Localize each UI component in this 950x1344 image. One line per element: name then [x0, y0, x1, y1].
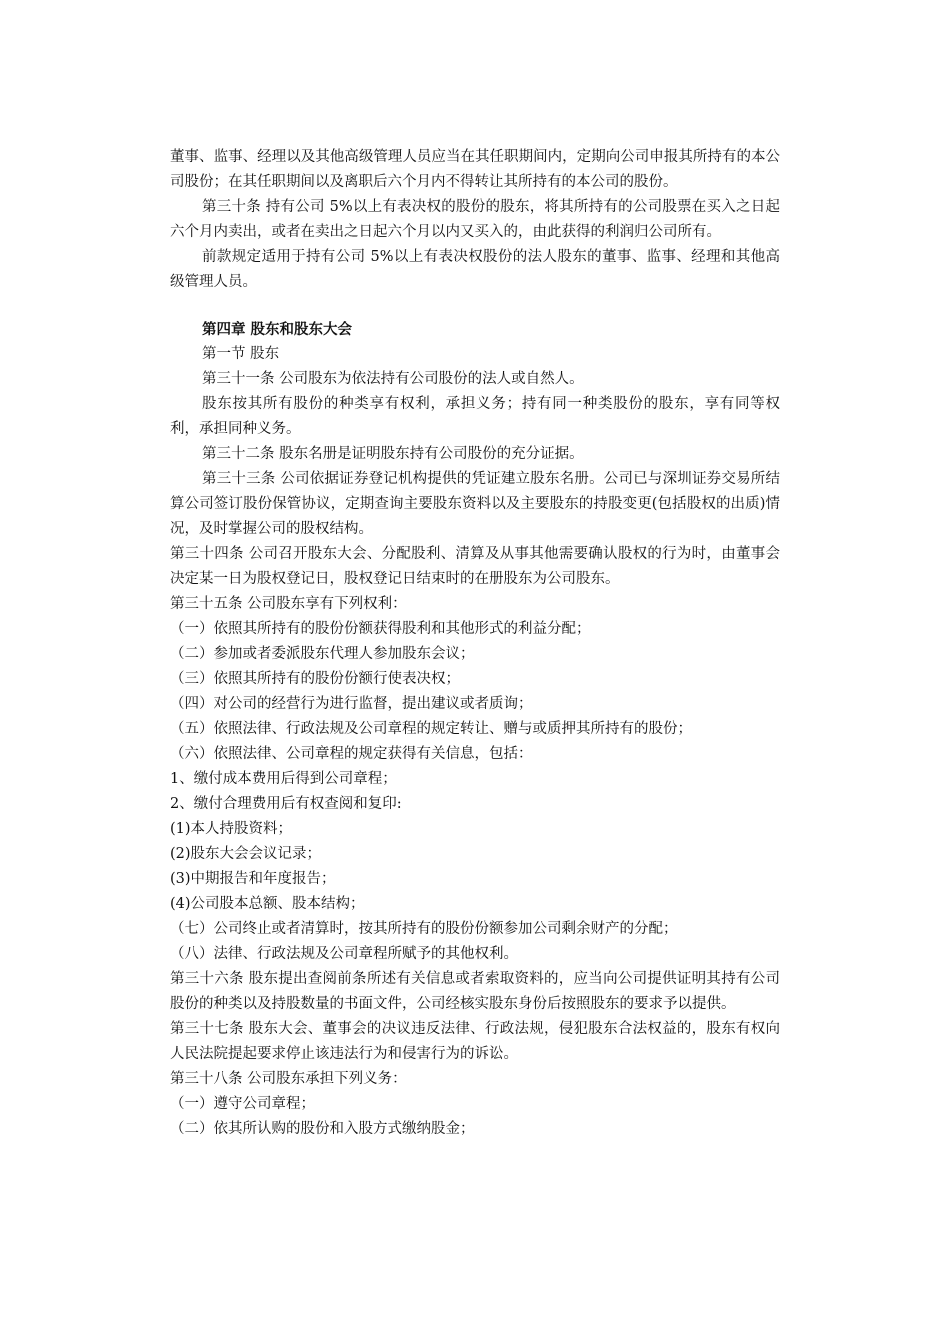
article-35: 第三十五条 公司股东享有下列权利：	[170, 596, 407, 612]
list-item: （二）依其所认购的股份和入股方式缴纳股金；	[170, 1121, 475, 1137]
paragraph: 前款规定适用于持有公司 5%以上有表决权股份的法人股东的董事、监事、经理和其他高级管理人员。	[170, 249, 780, 290]
list-item: (2)股东大会会议记录；	[170, 846, 322, 862]
article-30: 第三十条 持有公司 5%以上有表决权的股份的股东，将其所持有的公司股票在买入之日起六个月内卖出，或者在卖出之日起六个月以内又买入的，由此获得的利润归公司所有。	[170, 199, 780, 240]
list-item: 1、缴付成本费用后得到公司章程；	[170, 771, 397, 787]
chapter-heading: 第四章 股东和股东大会	[202, 321, 353, 338]
document-page	[170, 145, 780, 1142]
list-item: (4)公司股本总额、股本结构；	[170, 896, 365, 912]
list-item: （四）对公司的经营行为进行监督，提出建议或者质询；	[170, 696, 533, 712]
list-item: （五）依照法律、行政法规及公司章程的规定转让、赠与或质押其所持有的股份；	[170, 721, 692, 737]
article-36: 第三十六条 股东提出查阅前条所述有关信息或者索取资料的，应当向公司提供证明其持有公司股份的种类以及持股数量的书面文件，公司经核实股东身份后按照股东的要求予以提供。	[170, 971, 780, 1012]
paragraph: 股东按其所有股份的种类享有权利，承担义务；持有同一种类股份的股东，享有同等权利，承担同种义务。	[170, 396, 780, 437]
paragraph: 董事、监事、经理以及其他高级管理人员应当在其任职期间内，定期向公司申报其所持有的本公司股份；在其任职期间以及离职后六个月内不得转让其所持有的本公司的股份。	[170, 149, 780, 190]
article-37: 第三十七条 股东大会、董事会的决议违反法律、行政法规，侵犯股东合法权益的，股东有权向人民法院提起要求停止该违法行为和侵害行为的诉讼。	[170, 1021, 780, 1062]
list-item: 2、缴付合理费用后有权查阅和复印:	[170, 796, 402, 812]
list-item: （六）依照法律、公司章程的规定获得有关信息，包括：	[170, 746, 533, 762]
article-34: 第三十四条 公司召开股东大会、分配股利、清算及从事其他需要确认股权的行为时，由董事会决定某一日为股权登记日，股权登记日结束时的在册股东为公司股东。	[170, 546, 780, 587]
article-31: 第三十一条 公司股东为依法持有公司股份的法人或自然人。	[202, 371, 584, 387]
article-33: 第三十三条 公司依据证券登记机构提供的凭证建立股东名册。公司已与深圳证券交易所结算公司签订股份保管协议，定期查询主要股东资料以及主要股东的持股变更(包括股权的出质)情况，及时掌握公司的股权结构。	[170, 471, 780, 537]
list-item: （一）依照其所持有的股份份额获得股利和其他形式的利益分配；	[170, 621, 591, 637]
article-38: 第三十八条 公司股东承担下列义务：	[170, 1071, 407, 1087]
list-item: （七）公司终止或者清算时，按其所持有的股份份额参加公司剩余财产的分配；	[170, 921, 678, 937]
section-heading: 第一节 股东	[202, 346, 280, 362]
list-item: (1)本人持股资料；	[170, 821, 293, 837]
spacer	[170, 295, 780, 317]
list-item: （一）遵守公司章程；	[170, 1096, 315, 1112]
list-item: （三）依照其所持有的股份份额行使表决权；	[170, 671, 460, 687]
list-item: （二）参加或者委派股东代理人参加股东会议；	[170, 646, 475, 662]
article-32: 第三十二条 股东名册是证明股东持有公司股份的充分证据。	[202, 446, 584, 462]
list-item: (3)中期报告和年度报告；	[170, 871, 336, 887]
list-item: （八）法律、行政法规及公司章程所赋予的其他权利。	[170, 946, 518, 962]
